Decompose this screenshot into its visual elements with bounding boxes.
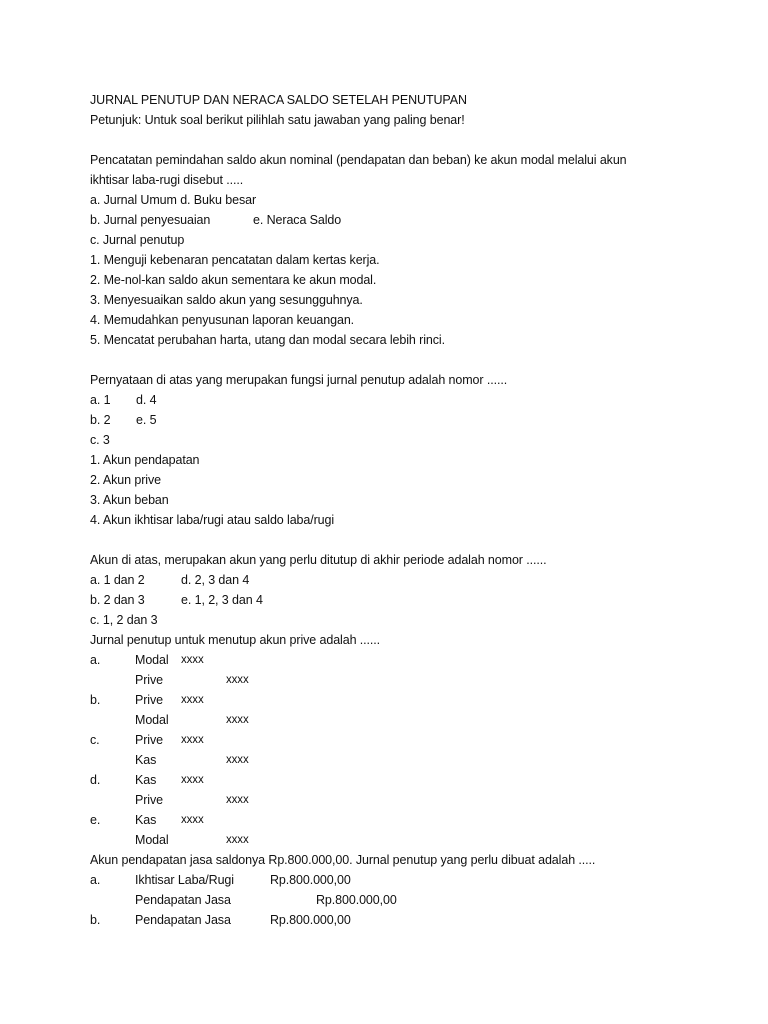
question-3-row-2 <box>90 590 490 610</box>
option-letter: e. <box>90 813 101 827</box>
question-3-option-e: e. 1, 2, 3 dan 4 <box>181 593 263 607</box>
account-1: 1. Akun pendapatan <box>90 453 200 467</box>
option-letter: b. <box>90 693 101 707</box>
question-2-option-e: e. 5 <box>136 413 157 427</box>
credit-account: Pendapatan Jasa <box>135 893 231 907</box>
credit-amount: xxxx <box>226 674 249 686</box>
option-letter: c. <box>90 733 100 747</box>
question-4-option-c-debit <box>90 730 490 750</box>
question-1-options-b-e <box>90 210 690 230</box>
question-4-option-b-debit <box>90 690 490 710</box>
credit-amount: xxxx <box>226 754 249 766</box>
question-2-text: Pernyataan di atas yang merupakan fungsi jurnal penutup adalah nomor ...... <box>90 373 508 387</box>
account-3: 3. Akun beban <box>90 493 169 507</box>
question-5-text: Akun pendapatan jasa saldonya Rp.800.000,00. Jurnal penutup yang perlu dibuat adalah ..... <box>90 853 596 867</box>
question-5-option-b-debit <box>90 910 590 930</box>
debit-amount: Rp.800.000,00 <box>270 873 351 887</box>
debit-amount: xxxx <box>181 774 204 786</box>
question-3-text: Akun di atas, merupakan akun yang perlu ditutup di akhir periode adalah nomor ...... <box>90 553 547 567</box>
question-1-option-e: e. Neraca Saldo <box>253 213 342 227</box>
question-4-option-a-debit <box>90 650 490 670</box>
question-4-option-e-credit <box>90 830 490 850</box>
option-letter: b. <box>90 913 101 927</box>
option-letter: d. <box>90 773 101 787</box>
statement-2: 2. Me-nol-kan saldo akun sementara ke akun modal. <box>90 273 377 287</box>
question-2-row-2 <box>90 410 390 430</box>
question-2-option-d: d. 4 <box>136 393 157 407</box>
statement-4: 4. Memudahkan penyusunan laporan keuangan. <box>90 313 355 327</box>
question-5-option-a-credit <box>90 890 590 910</box>
debit-amount: xxxx <box>181 654 204 666</box>
question-1-option-b: b. Jurnal penyesuaian <box>90 213 211 227</box>
document-title: JURNAL PENUTUP DAN NERACA SALDO SETELAH PENUTUPAN <box>90 93 467 107</box>
statement-5: 5. Mencatat perubahan harta, utang dan modal secara lebih rinci. <box>90 333 445 347</box>
account-2: 2. Akun prive <box>90 473 161 487</box>
instruction: Petunjuk: Untuk soal berikut pilihlah satu jawaban yang paling benar! <box>90 113 465 127</box>
question-3-option-a: a. 1 dan 2 <box>90 573 145 587</box>
question-3-option-d: d. 2, 3 dan 4 <box>181 573 250 587</box>
debit-amount: xxxx <box>181 694 204 706</box>
question-3-row-1 <box>90 570 490 590</box>
question-3-option-b: b. 2 dan 3 <box>90 593 145 607</box>
debit-amount: Rp.800.000,00 <box>270 913 351 927</box>
question-2-row-1 <box>90 390 390 410</box>
debit-account: Ikhtisar Laba/Rugi <box>135 873 234 887</box>
option-letter: a. <box>90 873 101 887</box>
credit-account: Modal <box>135 713 169 727</box>
question-4-option-e-debit <box>90 810 490 830</box>
question-1-line-1: Pencatatan pemindahan saldo akun nominal (pendapatan dan beban) ke akun modal melalui akun <box>90 153 627 167</box>
question-4-text: Jurnal penutup untuk menutup akun prive adalah ...... <box>90 633 381 647</box>
debit-account: Prive <box>135 693 163 707</box>
question-4-option-a-credit <box>90 670 490 690</box>
question-2-option-b: b. 2 <box>90 413 111 427</box>
debit-account: Modal <box>135 653 169 667</box>
credit-account: Kas <box>135 753 157 767</box>
debit-account: Kas <box>135 773 157 787</box>
debit-amount: xxxx <box>181 814 204 826</box>
question-4-option-d-debit <box>90 770 490 790</box>
credit-account: Prive <box>135 673 163 687</box>
debit-account: Kas <box>135 813 157 827</box>
question-4-option-d-credit <box>90 790 490 810</box>
question-3-option-c: c. 1, 2 dan 3 <box>90 613 158 627</box>
credit-account: Modal <box>135 833 169 847</box>
statement-1: 1. Menguji kebenaran pencatatan dalam kertas kerja. <box>90 253 380 267</box>
credit-amount: Rp.800.000,00 <box>316 893 397 907</box>
question-1-option-a: a. Jurnal Umum d. Buku besar <box>90 193 257 207</box>
debit-account: Pendapatan Jasa <box>135 913 231 927</box>
credit-amount: xxxx <box>226 714 249 726</box>
account-4: 4. Akun ikhtisar laba/rugi atau saldo laba/rugi <box>90 513 335 527</box>
question-5-option-a-debit <box>90 870 590 890</box>
credit-account: Prive <box>135 793 163 807</box>
option-letter: a. <box>90 653 101 667</box>
question-1-line-2: ikhtisar laba-rugi disebut ..... <box>90 173 244 187</box>
statement-3: 3. Menyesuaikan saldo akun yang sesungguhnya. <box>90 293 363 307</box>
question-1-option-c: c. Jurnal penutup <box>90 233 185 247</box>
question-4-option-c-credit <box>90 750 490 770</box>
debit-account: Prive <box>135 733 163 747</box>
credit-amount: xxxx <box>226 834 249 846</box>
credit-amount: xxxx <box>226 794 249 806</box>
question-2-option-c: c. 3 <box>90 433 110 447</box>
question-4-option-b-credit <box>90 710 490 730</box>
debit-amount: xxxx <box>181 734 204 746</box>
question-2-option-a: a. 1 <box>90 393 111 407</box>
